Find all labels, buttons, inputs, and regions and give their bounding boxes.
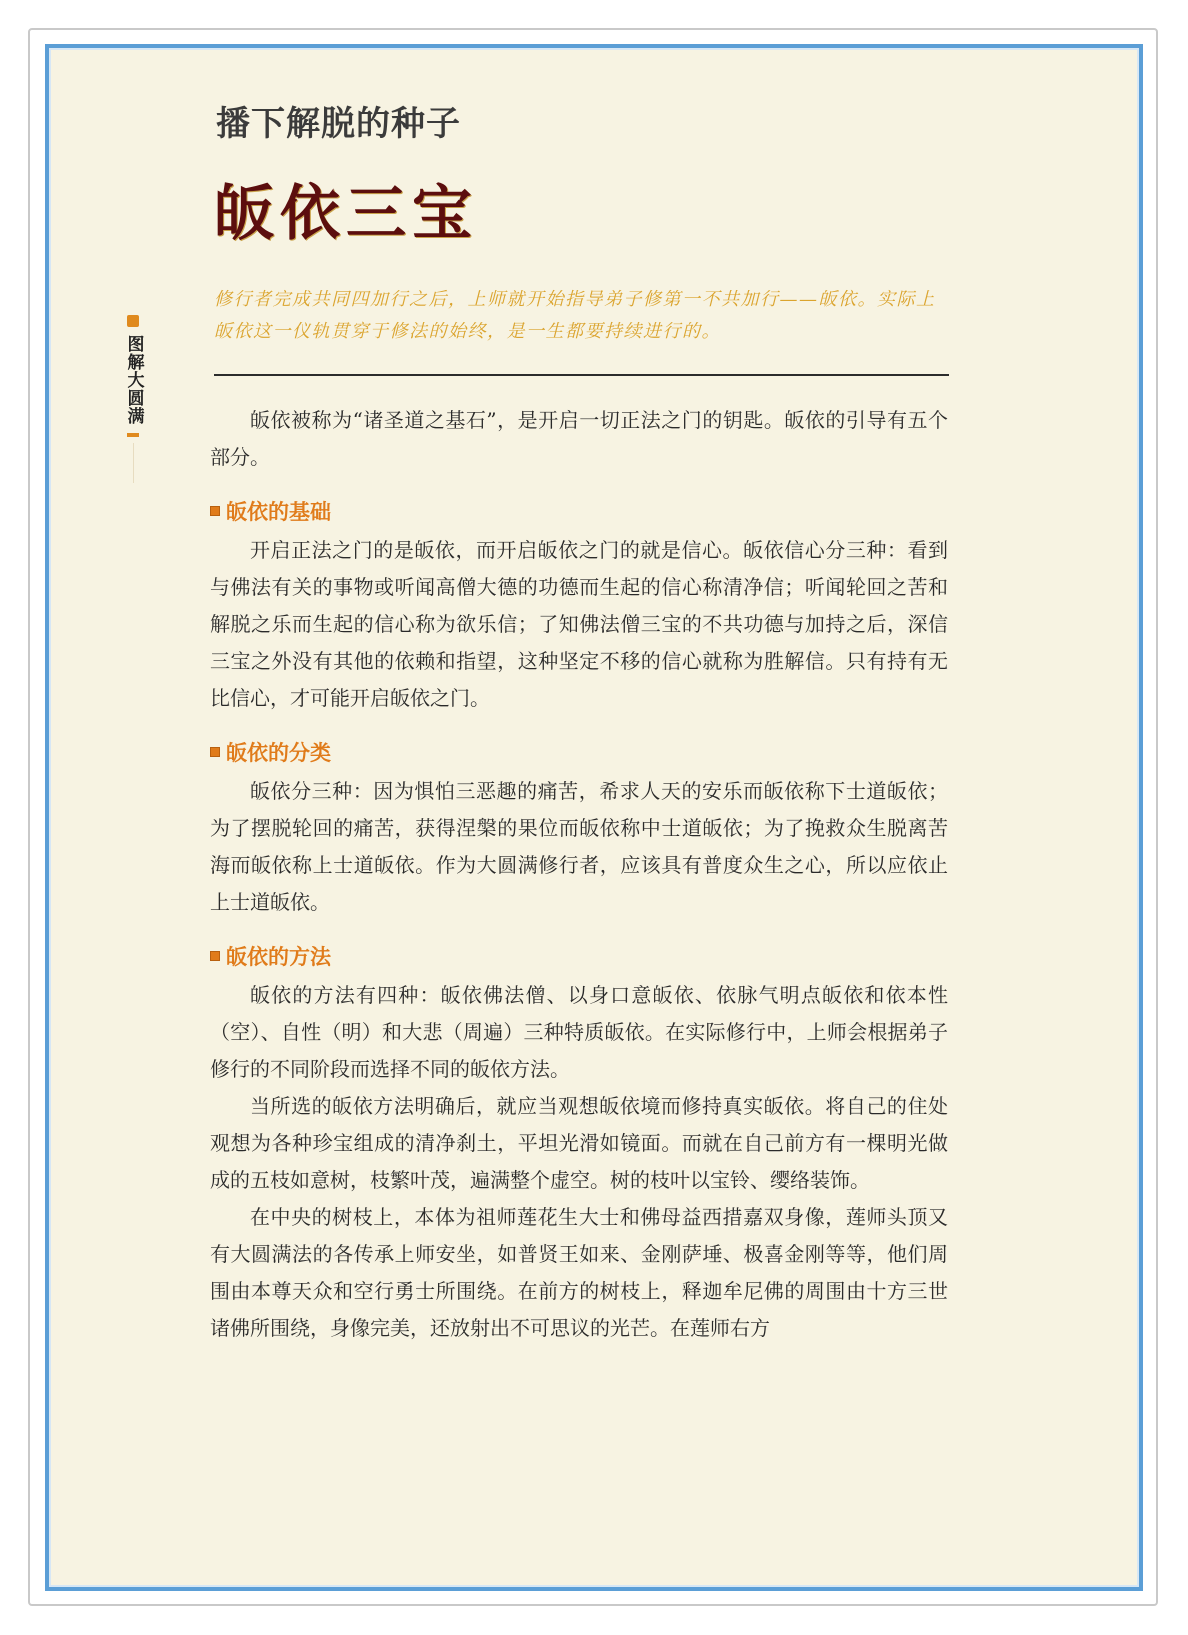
side-rule bbox=[133, 443, 134, 483]
section-paragraph: 开启正法之门的是皈依，而开启皈依之门的就是信心。皈依信心分三种：看到与佛法有关的事物或听闻高僧大德的功德而生起的信心称清净信；听闻轮回之苦和解脱之乐而生起的信心称为欲乐信；了知佛法僧三宝的不共功德与加持之后，深信三宝之外没有其他的依赖和指望，这种坚定不移的信心就称为胜解信。只有持有无比信心，才可能开启皈依之门。 bbox=[210, 538, 948, 710]
section-heading bbox=[210, 733, 948, 773]
section-paragraph: 皈依的方法有四种：皈依佛法僧、以身口意皈依、依脉气明点皈依和依本性（空）、自性（明）和大悲（周遍）三种特质皈依。在实际修行中，上师会根据弟子修行的不同阶段而选择不同的皈依方法。 bbox=[210, 983, 948, 1081]
section-heading-text: 皈依的方法 bbox=[226, 945, 331, 969]
intro-paragraph: 修行者完成共同四加行之后，上师就开始指导弟子修第一不共加行——皈依。实际上皈依这一仪轨贯穿于修法的始终，是一生都要持续进行的。 bbox=[214, 289, 936, 342]
square-bullet-icon bbox=[210, 951, 220, 961]
side-ornament-top bbox=[127, 315, 139, 327]
section-heading bbox=[210, 937, 948, 977]
chapter-subtitle: 播下解脱的种子 bbox=[216, 104, 461, 144]
section-heading-text: 皈依的分类 bbox=[226, 741, 331, 765]
page-title: 皈依三宝 bbox=[214, 179, 478, 249]
side-ornament-bottom bbox=[127, 433, 139, 437]
section-heading bbox=[210, 492, 948, 532]
section-paragraph: 当所选的皈依方法明确后，就应当观想皈依境而修持真实皈依。将自己的住处观想为各种珍宝组成的清净刹土，平坦光滑如镜面。而就在自己前方有一棵明光做成的五枝如意树，枝繁叶茂，遍满整个虚空。树的枝叶以宝铃、缨络装饰。 bbox=[210, 1094, 948, 1192]
side-label-text: 图解大圆满 bbox=[123, 335, 144, 425]
square-bullet-icon bbox=[210, 506, 220, 516]
side-chapter-label bbox=[120, 315, 146, 483]
article-body bbox=[210, 402, 948, 1347]
section-method bbox=[210, 937, 948, 1347]
square-bullet-icon bbox=[210, 747, 220, 757]
section-paragraph: 在中央的树枝上，本体为祖师莲花生大士和佛母益西措嘉双身像，莲师头顶又有大圆满法的各传承上师安坐，如普贤王如来、金刚萨埵、极喜金刚等等，他们周围由本尊天众和空行勇士所围绕。在前方的树枝上，释迦牟尼佛的周围由十方三世诸佛所围绕，身像完美，还放射出不可思议的光芒。在莲师右方 bbox=[210, 1205, 948, 1340]
section-classification bbox=[210, 733, 948, 921]
opening-paragraph: 皈依被称为“诸圣道之基石”，是开启一切正法之门的钥匙。皈依的引导有五个部分。 bbox=[210, 408, 948, 469]
divider-rule bbox=[214, 374, 949, 376]
section-heading-text: 皈依的基础 bbox=[226, 500, 331, 524]
section-paragraph: 皈依分三种：因为惧怕三恶趣的痛苦，希求人天的安乐而皈依称下士道皈依；为了摆脱轮回的痛苦，获得涅槃的果位而皈依称中士道皈依；为了挽救众生脱离苦海而皈依称上士道皈依。作为大圆满修行者，应该具有普度众生之心，所以应依止上士道皈依。 bbox=[210, 779, 948, 914]
section-foundation bbox=[210, 492, 948, 717]
